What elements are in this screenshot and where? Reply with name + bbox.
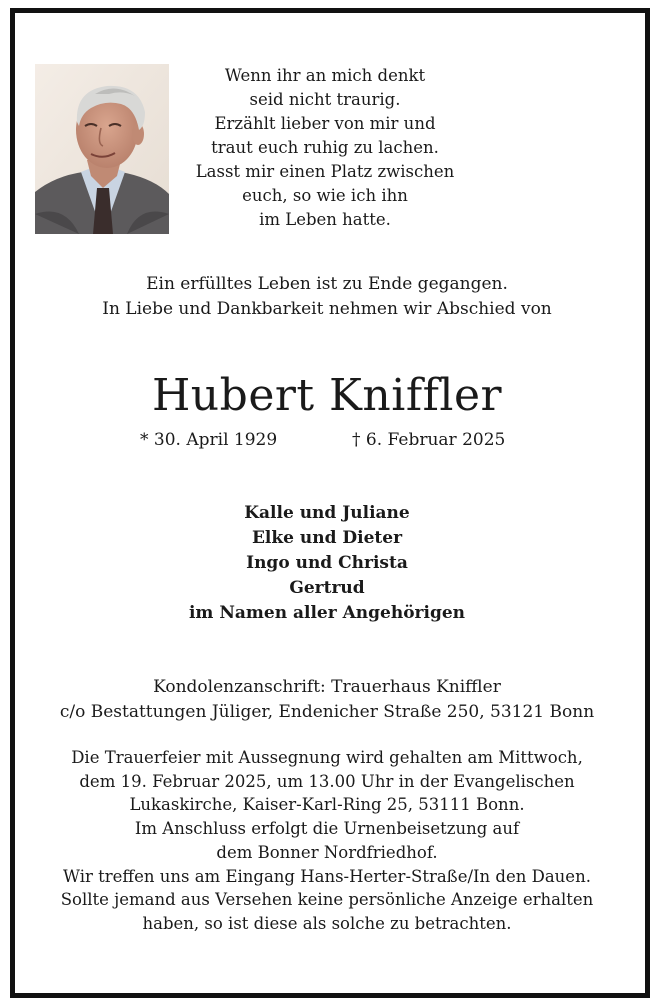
family-line: Ingo und Christa [246, 553, 408, 573]
ceremony-line: dem Bonner Nordfriedhof. [216, 842, 438, 862]
ceremony-line: Im Anschluss erfolgt die Urnenbeisetzung auf [134, 819, 520, 839]
ceremony-line: Die Trauerfeier mit Aussegnung wird gehalten am Mittwoch, [71, 748, 583, 767]
death-date: † 6. Februar 2025 [352, 430, 506, 450]
ceremony-line: Sollte jemand aus Versehen keine persönliche Anzeige erhalten [60, 890, 594, 910]
portrait-photo [35, 64, 169, 234]
ceremony-line: dem 19. Februar 2025, um 13.00 Uhr in der Evangelischen [79, 771, 575, 791]
family-signatures [0, 501, 654, 626]
condolence-address [0, 675, 654, 725]
intro-line: Ein erfülltes Leben ist zu Ende gegangen. [146, 274, 508, 294]
family-line: Gertrud [289, 578, 365, 598]
portrait-image [35, 64, 169, 234]
poem-line: seid nicht traurig. [249, 90, 401, 109]
poem-line: Wenn ihr an mich denkt [224, 66, 426, 85]
contact-line: Kondolenzanschrift: Trauerhaus Kniffler [153, 677, 501, 697]
deceased-name: Hubert Kniffler [151, 370, 503, 421]
poem-line: euch, so wie ich ihn [242, 186, 408, 205]
intro-text [0, 272, 654, 322]
poem-line: Erzählt lieber von mir und [214, 114, 436, 133]
poem-verse [175, 64, 475, 232]
birth-date: * 30. April 1929 [140, 430, 278, 450]
intro-line: In Liebe und Dankbarkeit nehmen wir Abschied von [102, 299, 552, 319]
poem-line: traut euch ruhig zu lachen. [211, 138, 439, 157]
ceremony-line: Wir treffen uns am Eingang Hans-Herter-Straße/In den Dauen. [63, 866, 591, 886]
family-line: Elke und Dieter [251, 528, 403, 548]
poem-line: im Leben hatte. [259, 210, 391, 229]
contact-line: c/o Bestattungen Jüliger, Endenicher Straße 250, 53121 Bonn [59, 702, 595, 722]
ceremony-line: haben, so ist diese als solche zu betrachten. [142, 913, 512, 933]
family-line: Kalle und Juliane [244, 503, 410, 523]
ceremony-line: Lukaskirche, Kaiser-Karl-Ring 25, 53111 Bonn. [129, 795, 525, 815]
poem-line: Lasst mir einen Platz zwischen [195, 162, 455, 181]
ceremony-details [0, 746, 654, 936]
family-line: im Namen aller Angehörigen [188, 603, 466, 623]
